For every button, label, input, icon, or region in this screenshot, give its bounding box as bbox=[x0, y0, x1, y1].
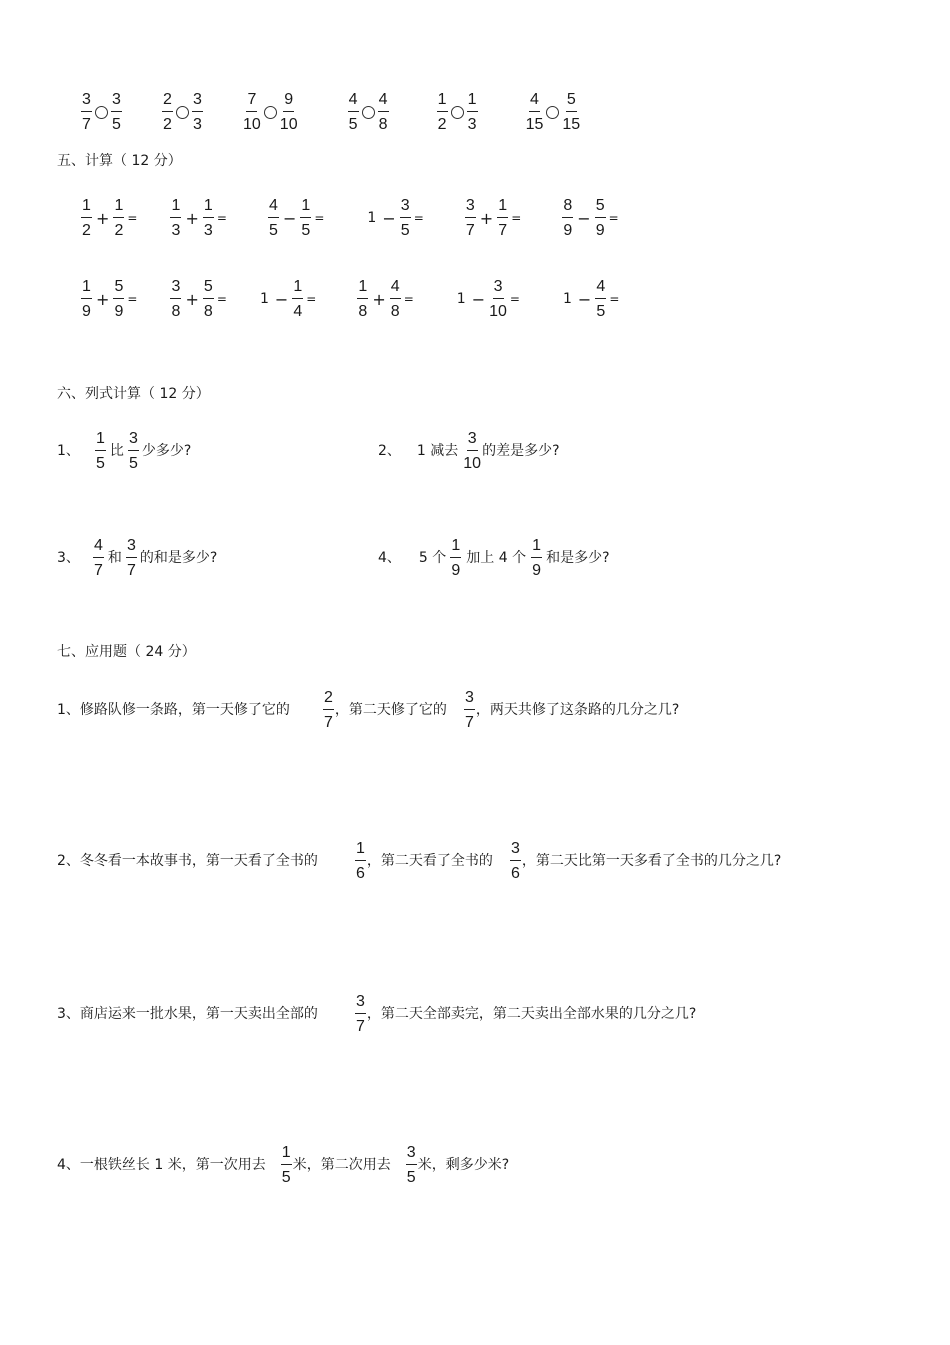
fraction: $\frac{1}{9}$ bbox=[82, 278, 91, 320]
equals-sign: = bbox=[314, 211, 325, 225]
operator: + bbox=[96, 208, 110, 228]
calc-item bbox=[454, 277, 520, 321]
operator: + bbox=[372, 289, 386, 309]
section5-title: 五、计算（ 12 分） bbox=[57, 153, 182, 169]
fraction: $\frac{1}{7}$ bbox=[498, 197, 508, 239]
calc-item bbox=[267, 196, 324, 240]
question-text: 1、修路队修一条路，第一天修了它的 bbox=[57, 702, 290, 718]
comparison-item bbox=[436, 90, 479, 134]
fraction: $\frac{2}{2}$ bbox=[163, 91, 172, 133]
calc-item bbox=[464, 196, 521, 240]
fraction: $\frac{3}{5}$ bbox=[400, 197, 410, 239]
fraction: $\frac{1}{4}$ bbox=[293, 278, 303, 320]
calc-row-1 bbox=[80, 196, 619, 240]
whole-number: 1 bbox=[259, 291, 269, 307]
operator: − bbox=[577, 208, 591, 228]
compare-circle-blank[interactable] bbox=[95, 106, 108, 119]
s6-question-3 bbox=[57, 536, 217, 580]
question-text: 5 个 bbox=[418, 550, 447, 566]
fraction: $\frac{3}{7}$ bbox=[464, 689, 474, 731]
fraction: $\frac{3}{8}$ bbox=[171, 278, 181, 320]
equals-sign: = bbox=[511, 211, 522, 225]
comparison-item bbox=[525, 90, 582, 134]
equals-sign: = bbox=[216, 292, 227, 306]
fraction: $\frac{1}{3}$ bbox=[203, 197, 213, 239]
whole-number: 1 bbox=[562, 291, 572, 307]
question-text: 和是多少? bbox=[546, 550, 610, 566]
fraction: $\frac{3}{6}$ bbox=[510, 840, 520, 882]
whole-number: 1 bbox=[367, 210, 377, 226]
fraction: $\frac{1}{3}$ bbox=[467, 91, 477, 133]
fraction: $\frac{1}{5}$ bbox=[95, 430, 105, 472]
question-text: ，两天共修了这条路的几分之几? bbox=[475, 702, 680, 718]
fraction: $\frac{1}{3}$ bbox=[171, 197, 181, 239]
comparison-item bbox=[80, 90, 123, 134]
operator: − bbox=[471, 289, 486, 309]
equals-sign: = bbox=[127, 211, 138, 225]
fraction: $\frac{2}{7}$ bbox=[323, 689, 333, 731]
question-text: 3、商店运来一批水果，第一天卖出全部的 bbox=[57, 1006, 318, 1022]
fraction: $\frac{7}{10}$ bbox=[243, 91, 261, 133]
fraction: $\frac{1}{5}$ bbox=[281, 1144, 291, 1186]
s7-question-1 bbox=[57, 688, 679, 732]
fraction: $\frac{3}{7}$ bbox=[126, 537, 136, 579]
fraction: $\frac{3}{5}$ bbox=[406, 1144, 416, 1186]
fraction: $\frac{3}{10}$ bbox=[489, 278, 507, 320]
equals-sign: = bbox=[127, 292, 138, 306]
equals-sign: = bbox=[216, 211, 227, 225]
question-text: 少多少? bbox=[141, 443, 192, 459]
calc-item bbox=[169, 196, 226, 240]
compare-circle-blank[interactable] bbox=[176, 106, 189, 119]
fraction: $\frac{1}{2}$ bbox=[82, 197, 91, 239]
fraction: $\frac{4}{8}$ bbox=[378, 91, 388, 133]
operator: + bbox=[185, 208, 199, 228]
comparison-row bbox=[80, 90, 581, 134]
comparison-item bbox=[347, 90, 390, 134]
question-text: ，第二天看了全书的 bbox=[366, 853, 493, 869]
fraction: $\frac{1}{9}$ bbox=[532, 537, 542, 579]
fraction: $\frac{3}{5}$ bbox=[112, 91, 121, 133]
fraction: $\frac{5}{8}$ bbox=[203, 278, 213, 320]
fraction: $\frac{3}{7}$ bbox=[82, 91, 91, 133]
fraction: $\frac{3}{5}$ bbox=[128, 430, 138, 472]
s7-question-4 bbox=[57, 1143, 509, 1187]
fraction: $\frac{8}{9}$ bbox=[563, 197, 573, 239]
question-text: 2、冬冬看一本故事书，第一天看了全书的 bbox=[57, 853, 318, 869]
calc-item bbox=[80, 196, 137, 240]
equals-sign: = bbox=[403, 292, 414, 306]
equals-sign: = bbox=[609, 292, 620, 306]
calc-item bbox=[169, 277, 226, 321]
question-text: 比 bbox=[109, 443, 124, 459]
operator: + bbox=[185, 289, 199, 309]
compare-circle-blank[interactable] bbox=[362, 106, 375, 119]
question-text: 4、一根铁丝长 1 米，第一次用去 bbox=[57, 1157, 266, 1173]
compare-circle-blank[interactable] bbox=[264, 106, 277, 119]
fraction: $\frac{4}{5}$ bbox=[268, 197, 278, 239]
operator: + bbox=[479, 208, 494, 228]
question-number: 4、 bbox=[378, 550, 401, 566]
fraction: $\frac{3}{7}$ bbox=[355, 993, 365, 1035]
calc-item bbox=[560, 277, 619, 321]
comparison-item bbox=[242, 90, 299, 134]
fraction: $\frac{1}{2}$ bbox=[114, 197, 124, 239]
fraction: $\frac{1}{9}$ bbox=[451, 537, 461, 579]
question-text: 1 减去 bbox=[416, 443, 459, 459]
fraction: $\frac{3}{7}$ bbox=[465, 197, 475, 239]
fraction: $\frac{4}{5}$ bbox=[348, 91, 358, 133]
fraction: $\frac{5}{9}$ bbox=[114, 278, 124, 320]
comparison-item bbox=[161, 90, 204, 134]
question-number: 3、 bbox=[57, 550, 80, 566]
question-text: ，第二天比第一天多看了全书的几分之几? bbox=[521, 853, 782, 869]
s7-question-3 bbox=[57, 992, 696, 1036]
operator: − bbox=[274, 289, 289, 309]
s7-question-2 bbox=[57, 839, 781, 883]
calc-item bbox=[356, 277, 413, 321]
section7-title: 七、应用题（ 24 分） bbox=[57, 644, 196, 660]
calc-item bbox=[257, 277, 316, 321]
calc-item bbox=[561, 196, 618, 240]
question-text: 的差是多少? bbox=[482, 443, 560, 459]
fraction: $\frac{5}{15}$ bbox=[562, 91, 581, 133]
operator: − bbox=[282, 208, 297, 228]
fraction: $\frac{1}{2}$ bbox=[437, 91, 447, 133]
fraction: $\frac{3}{10}$ bbox=[463, 430, 482, 472]
s6-question-1 bbox=[57, 429, 191, 473]
question-text: ，第二天全部卖完，第二天卖出全部水果的几分之几? bbox=[366, 1006, 697, 1022]
calc-item bbox=[364, 196, 423, 240]
fraction: $\frac{3}{3}$ bbox=[193, 91, 202, 133]
question-text: 加上 4 个 bbox=[466, 550, 527, 566]
fraction: $\frac{5}{9}$ bbox=[595, 197, 605, 239]
equals-sign: = bbox=[608, 211, 619, 225]
compare-circle-blank[interactable] bbox=[546, 106, 559, 119]
s6-question-2 bbox=[378, 429, 560, 473]
equals-sign: = bbox=[509, 292, 520, 306]
question-number: 2、 bbox=[378, 443, 401, 459]
fraction: $\frac{1}{5}$ bbox=[301, 197, 311, 239]
s6-question-4 bbox=[378, 536, 610, 580]
operator: − bbox=[577, 289, 592, 309]
question-text: 米，剩多少米? bbox=[417, 1157, 510, 1173]
whole-number: 1 bbox=[456, 291, 466, 307]
question-text: 和 bbox=[107, 550, 122, 566]
section6-title: 六、列式计算（ 12 分） bbox=[57, 386, 210, 402]
fraction: $\frac{4}{15}$ bbox=[525, 91, 544, 133]
operator: − bbox=[382, 208, 396, 228]
fraction: $\frac{4}{7}$ bbox=[93, 537, 103, 579]
operator: + bbox=[96, 289, 110, 309]
calc-row-2 bbox=[80, 277, 619, 321]
fraction: $\frac{1}{6}$ bbox=[355, 840, 365, 882]
calc-item bbox=[80, 277, 137, 321]
equals-sign: = bbox=[306, 292, 317, 306]
question-number: 1、 bbox=[57, 443, 80, 459]
fraction: $\frac{4}{8}$ bbox=[390, 278, 400, 320]
fraction: $\frac{1}{8}$ bbox=[358, 278, 368, 320]
question-text: 米，第二次用去 bbox=[292, 1157, 391, 1173]
question-text: ，第二天修了它的 bbox=[334, 702, 447, 718]
compare-circle-blank[interactable] bbox=[451, 106, 464, 119]
question-text: 的和是多少? bbox=[139, 550, 218, 566]
fraction: $\frac{4}{5}$ bbox=[596, 278, 606, 320]
fraction: $\frac{9}{10}$ bbox=[279, 91, 298, 133]
equals-sign: = bbox=[413, 211, 424, 225]
